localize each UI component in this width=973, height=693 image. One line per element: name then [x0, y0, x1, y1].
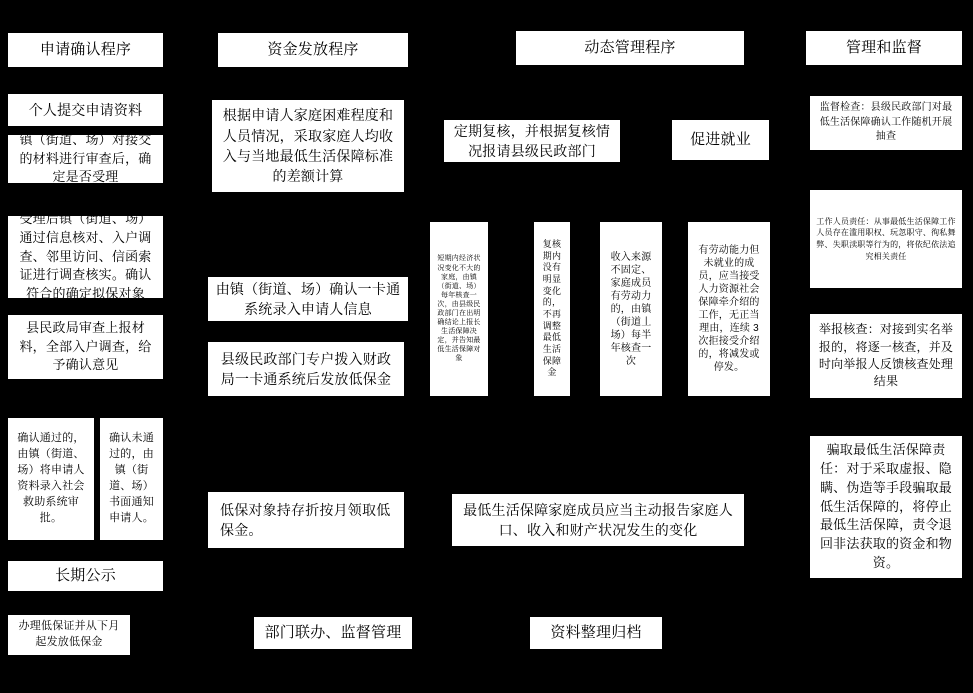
column-title-2: 资金发放程序: [218, 33, 408, 67]
node-col3-5: 收入来源不固定、家庭成员有劳动力的，由镇（街道丄场）每半年核查一次: [600, 222, 662, 396]
node-col2-4: 低保对象持存折按月领取低保金。: [208, 492, 404, 548]
node-col1-6: 确认未通过的，由镇（街道、场）书面通知申请人。: [100, 418, 163, 540]
node-col2-2: 由镇（街道、场）确认一卡通系统录入申请人信息: [208, 277, 408, 321]
node-col3-7: 最低生活保障家庭成员应当主动报告家庭人口、收入和财产状况发生的变化: [452, 494, 744, 546]
node-col4-2: 工作人员责任：从事最低生活保障工作人员存在滥用职权、玩忽职守、徇私舞弊、失职渎职等行为的，将依纪依法追究相关责任: [810, 190, 962, 288]
node-col3-4: 复核期内没有明显变化的，不再调整最低生活保障金: [534, 222, 570, 396]
node-col4-3: 举报核查：对接到实名举报的，将逐一核查，并及时向举报人反馈核查处理结果: [810, 314, 962, 398]
node-col3-1: 定期复核，并根据复核情况报请县级民政部门: [444, 120, 620, 162]
node-col4-1: 监督检查：县级民政部门对最低生活保障确认工作随机开展抽查: [810, 96, 962, 150]
node-col1-2: 镇（街道、场）对接交的材料进行审查后，确定是否受理: [8, 135, 163, 183]
node-col1-8: 办理低保证并从下月起发放低保金: [8, 615, 130, 655]
column-title-4: 管理和监督: [806, 31, 962, 65]
node-col1-3: 受理后镇（街道、场）通过信息核对、入户调查、邻里访问、信函索证进行调查核实。确认符合的确定拟保对象: [8, 216, 163, 298]
node-col2-3: 县级民政部门专户拨入财政局一卡通系统后发放低保金: [208, 342, 404, 396]
column-title-3: 动态管理程序: [516, 31, 744, 65]
node-col3-8: 资料整理归档: [530, 617, 662, 649]
node-col3-3: 短期内经济状况变化不大的家庭，由镇（街道、场）每年核查一次，由县级民政部门在出明确结论上报长生活保障决定，并告知最低生活保障对象: [430, 222, 488, 396]
node-col1-7: 长期公示: [8, 561, 163, 591]
node-col2-5: 部门联办、监督管理: [254, 617, 412, 649]
node-col1-1: 个人提交申请资料: [8, 94, 163, 126]
column-title-1: 申请确认程序: [8, 33, 163, 67]
node-col4-4: 骗取最低生活保障责任：对于采取虚报、隐瞒、伪造等手段骗取最低生活保障的，将停止最低生活保障，责令退回非法获取的资金和物资。: [810, 436, 962, 578]
node-col1-4: 县民政局审查上报材料，全部入户调查，给予确认意见: [8, 315, 163, 379]
node-col1-5: 确认通过的，由镇（街道、场）将申请人资料录入社会救助系统审批。: [8, 418, 94, 540]
node-col3-2: 促进就业: [672, 120, 769, 160]
node-col2-1: 根据申请人家庭困难程度和人员情况，采取家庭人均收入与当地最低生活保障标准的差额计算: [212, 100, 404, 192]
node-col3-6: 有劳动能力但未就业的成员，应当接受人力资源社会保障牵介绍的工作，无正当理由，连续 3 次拒接受介绍的，将减发或停发。: [688, 222, 770, 396]
